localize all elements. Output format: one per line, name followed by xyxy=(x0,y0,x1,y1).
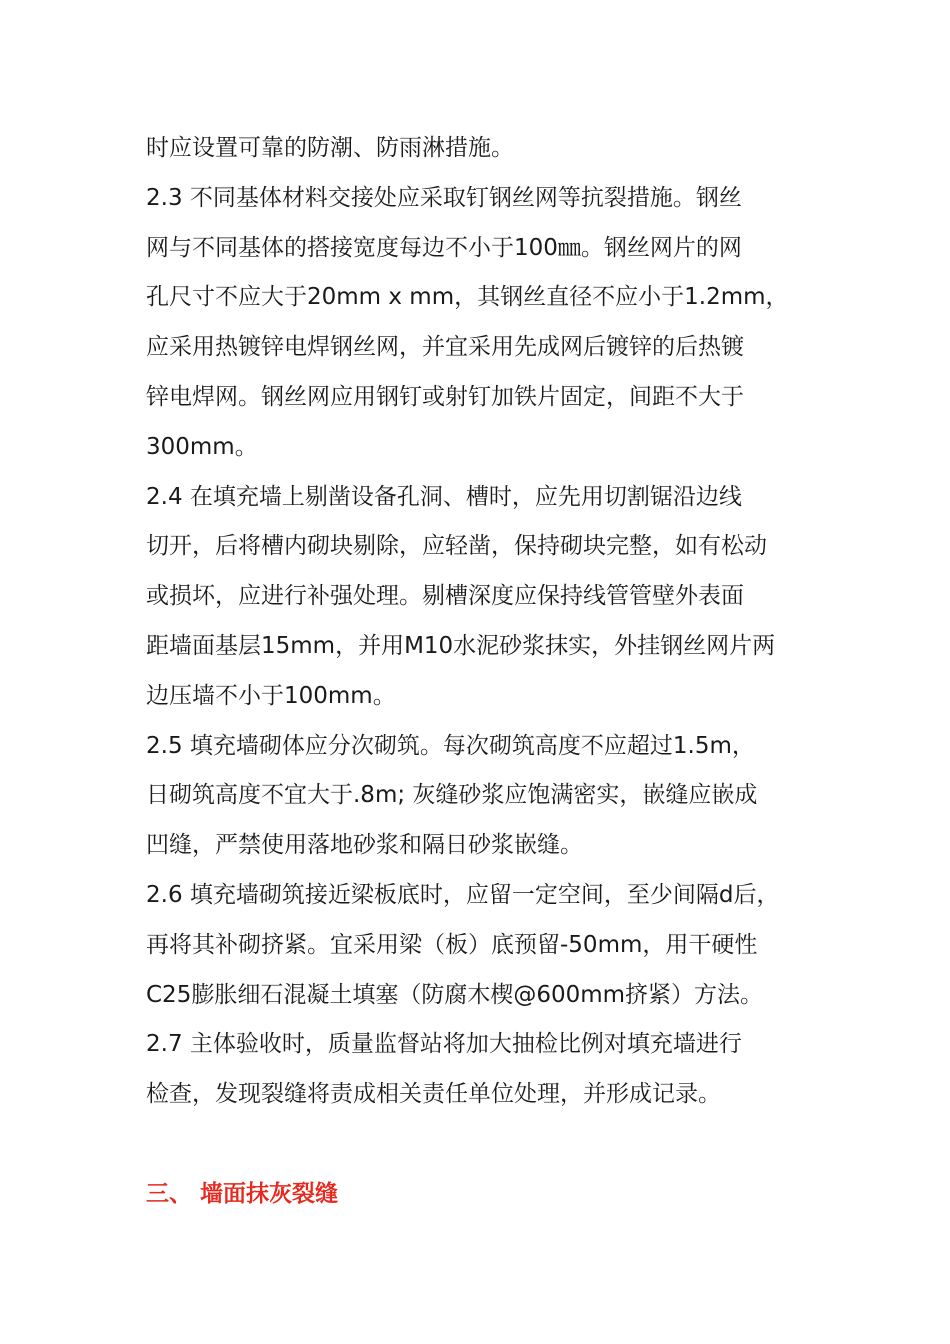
text-line: 凹缝，严禁使用落地砂浆和隔日砂浆嵌缝。 xyxy=(146,832,583,859)
text-line: 再将其补砌挤紧。宜采用梁（板）底预留-50mm，用干硬性 xyxy=(146,931,758,958)
text-line: 网与不同基体的搭接宽度每边不小于100㎜。钢丝网片的网 xyxy=(146,234,742,261)
text-line: 切开，后将槽内砌块剔除，应轻凿，保持砌块完整，如有松动 xyxy=(146,533,767,560)
text-line: 或损坏，应进行补强处理。剔槽深度应保持线管管壁外表面 xyxy=(146,583,744,610)
body-text xyxy=(146,124,826,1120)
text-line: 距墙面基层15mm，并用M10水泥砂浆抹实，外挂钢丝网片两 xyxy=(146,632,776,659)
text-line: 边压墙不小于100mm。 xyxy=(146,682,396,709)
text-line: C25膨胀细石混凝土填塞（防腐木楔@600mm挤紧）方法。 xyxy=(146,981,764,1008)
text-line: 日砌筑高度不宜大于.8m; 灰缝砂浆应饱满密实，嵌缝应嵌成 xyxy=(146,782,758,809)
text-line: 2.6 填充墙砌筑接近梁板底时，应留一定空间，至少间隔d后， xyxy=(146,881,780,908)
text-line: 检查，发现裂缝将责成相关责任单位处理，并形成记录。 xyxy=(146,1081,721,1108)
text-line: 时应设置可靠的防潮、防雨淋措施。 xyxy=(146,135,514,161)
text-line: 300mm。 xyxy=(146,433,258,460)
text-line: 2.7 主体验收时，质量监督站将加大抽检比例对填充墙进行 xyxy=(146,1031,742,1058)
text-line: 2.4 在填充墙上剔凿设备孔洞、槽时，应先用切割锯沿边线 xyxy=(146,483,742,510)
text-line: 孔尺寸不应大于20mm x mm，其钢丝直径不应小于1.2mm， xyxy=(146,284,789,311)
section-heading: 三、 墙面抹灰裂缝 xyxy=(146,1181,339,1207)
text-line: 2.3 不同基体材料交接处应采取钉钢丝网等抗裂措施。钢丝 xyxy=(146,184,742,211)
text-line: 锌电焊网。钢丝网应用钢钉或射钉加铁片固定，间距不大于 xyxy=(146,383,744,410)
text-line: 应采用热镀锌电焊钢丝网，并宜采用先成网后镀锌的后热镀 xyxy=(146,334,744,361)
text-line: 2.5 填充墙砌体应分次砌筑。每次砌筑高度不应超过1.5m， xyxy=(146,732,755,759)
